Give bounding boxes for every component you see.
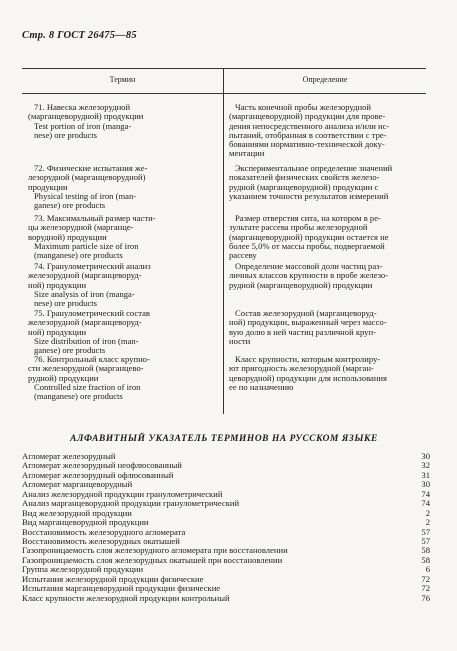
term-ru-line: 76. Контрольный класс крупно-: [34, 354, 150, 364]
definition-entry: [229, 214, 421, 260]
index-term: Класс крупности железорудной продукции контрольный: [22, 592, 230, 603]
index-title: АЛФАВИТНЫЙ УКАЗАТЕЛЬ ТЕРМИНОВ НА РУССКОМ ЯЗЫКЕ: [70, 434, 378, 444]
definition-line: ментации: [229, 148, 265, 159]
term-en-line: Physical testing of iron (man-: [34, 190, 137, 201]
term-ru-line: сти железорудной (марганцево-: [28, 363, 144, 374]
term-en-line: Size distribution of iron (man-: [34, 335, 139, 346]
term-en-line: nese) ore products: [34, 298, 97, 309]
definition-line: бованиями нормативно-технической доку-: [229, 139, 385, 150]
term-ru-line: 72. Физические испытания же-: [34, 163, 148, 173]
term-ru-line: цы железорудной (марганце-: [28, 222, 134, 233]
definition-line: Размер отверстия сита, на котором в ре-: [235, 213, 381, 223]
definition-line: личных классов крупности в пробе железо-: [229, 270, 389, 281]
definition-line: Часть конечной пробы железорудной: [235, 102, 372, 112]
definition-line: Состав железорудной (марганцеворуд-: [235, 308, 377, 318]
index-term: Испытания марганцеворудной продукции физические: [22, 583, 221, 594]
term-entry: [28, 214, 214, 260]
definition-line: рассеву: [229, 250, 257, 261]
term-ru-line: ной) продукции: [28, 326, 87, 337]
index-term: Вид железорудной продукции: [22, 507, 132, 518]
index-number: 72: [421, 583, 430, 594]
term-entry: [28, 103, 214, 140]
term-ru-line: 75. Гранулометрический состав: [34, 308, 150, 318]
definition-line: (марганцеворудной) продукции остается не: [229, 231, 389, 242]
index-term: Анализ марганцеворудной продукции гранулометрический: [22, 498, 240, 509]
column-header-term: Термин: [109, 75, 136, 84]
definition-line: ют пригодность железорудной (марган-: [229, 363, 374, 374]
index-number: 6: [425, 564, 430, 575]
definition-line: зультате рассева пробы железорудной: [229, 222, 368, 233]
index-number: 30: [421, 479, 430, 490]
term-entry: [28, 309, 214, 355]
definition-line: рудной (марганцеворудной) продукции с: [229, 181, 379, 192]
table-column-divider: [223, 68, 224, 414]
index-number: 32: [421, 460, 430, 471]
index-term: Восстановимость железорудного агломерата: [22, 526, 186, 537]
term-entry: [28, 164, 214, 210]
term-en-line: (manganese) ore products: [34, 250, 123, 261]
definition-entry: [229, 309, 421, 346]
definition-line: Определение массовой доли частиц раз-: [235, 261, 383, 271]
index-number: 72: [421, 573, 430, 584]
definition-entry: [229, 262, 421, 290]
definition-line: ее по назначению: [229, 381, 294, 392]
index-term: Вид марганцеворудной продукции: [22, 517, 149, 528]
term-en-line: ganese) ore products: [34, 345, 106, 356]
definition-line: вую долю в ней частиц различной круп-: [229, 326, 376, 337]
term-ru-line: (марганцеворудной) продукции: [28, 111, 144, 122]
index-term: Группа железорудной продукции: [22, 564, 144, 575]
definition-line: рудной (марганцеворудной) продукции: [229, 279, 373, 290]
definition-line: указанием точности результатов измерений: [229, 190, 389, 201]
index-term: Агломерат железорудный офлюсованный: [22, 469, 174, 480]
definition-line: дения непосредственного анализа и/или ис-: [229, 120, 390, 131]
term-entry: [28, 355, 214, 401]
definition-entry: [229, 103, 421, 159]
page-header: Стр. 8 ГОСТ 26475—85: [22, 30, 137, 41]
term-en-line: Test portion of iron (manga-: [34, 120, 132, 131]
term-en-line: Controlled size fraction of iron: [34, 381, 141, 392]
definition-line: ной) продукции, выраженный через массо-: [229, 317, 387, 328]
column-header-definition: Определение: [302, 75, 348, 84]
index-number: 30: [421, 451, 430, 461]
definition-line: (марганцеворудной) продукции для прове-: [229, 111, 386, 122]
term-ru-line: 73. Максимальный размер части-: [34, 213, 156, 223]
index-number: 76: [421, 592, 430, 603]
index-number: 57: [421, 526, 430, 537]
index-number: 58: [421, 554, 430, 565]
term-ru-line: железорудной (марганцеворуд-: [28, 270, 142, 281]
index-term: Агломерат железорудный: [22, 451, 116, 461]
term-ru-line: железорудной (марганцеворуд-: [28, 317, 142, 328]
definition-line: Экспериментальное определение значений: [235, 163, 393, 173]
table-header-rule: [22, 93, 426, 94]
index-term: Газопроницаемость слоя железорудных окатышей при восстановлении: [22, 554, 283, 565]
index-row: [22, 594, 430, 603]
term-ru-line: продукции: [28, 181, 68, 192]
definition-line: ности: [229, 335, 251, 346]
index-number: 2: [425, 517, 430, 528]
term-ru-line: 71. Навеска железорудной: [34, 102, 131, 112]
term-en-line: ganese) ore products: [34, 200, 106, 211]
term-ru-line: ворудной) продукции: [28, 231, 107, 242]
index-number: 2: [425, 507, 430, 518]
term-en-line: Maximum particle size of iron: [34, 240, 139, 251]
definition-line: пытаний, отобранная в соответствии с тре-: [229, 129, 387, 140]
table-top-rule: [22, 68, 426, 69]
term-ru-line: рудной) продукции: [28, 372, 99, 383]
term-ru-line: ной) продукции: [28, 279, 87, 290]
definition-line: более 5,0% от массы пробы, подвергаемой: [229, 240, 385, 251]
index-number: 74: [421, 488, 430, 499]
index-term: Агломерат марганцеворудный: [22, 479, 133, 490]
term-en-line: Size analysis of iron (manga-: [34, 288, 135, 299]
definition-entry: [229, 355, 421, 392]
index-term: Агломерат железорудный неофлюсованный: [22, 460, 182, 471]
index-number: 74: [421, 498, 430, 509]
index-number: 58: [421, 545, 430, 556]
definition-line: показателей физических свойств железо-: [229, 172, 380, 183]
definition-line: цеворудной) продукции для использования: [229, 372, 387, 383]
definition-line: Класс крупности, которым контролиру-: [235, 354, 381, 364]
index-term: Газопроницаемость слоя железорудного агломерата при восстановлении: [22, 545, 288, 556]
term-en-line: nese) ore products: [34, 129, 97, 140]
index-number: 31: [421, 469, 430, 480]
term-entry: [28, 262, 214, 308]
term-en-line: (manganese) ore products: [34, 391, 123, 402]
index-term: Испытания железорудной продукции физические: [22, 573, 204, 584]
alphabetical-index: [22, 452, 430, 603]
index-term: Анализ железорудной продукции гранулометрический: [22, 488, 223, 499]
index-term: Восстановимость железорудных окатышей: [22, 535, 180, 546]
term-ru-line: лезорудной (марганцеворудной): [28, 172, 146, 183]
definition-entry: [229, 164, 421, 201]
term-ru-line: 74. Гранулометрический анализ: [34, 261, 151, 271]
index-number: 57: [421, 535, 430, 546]
